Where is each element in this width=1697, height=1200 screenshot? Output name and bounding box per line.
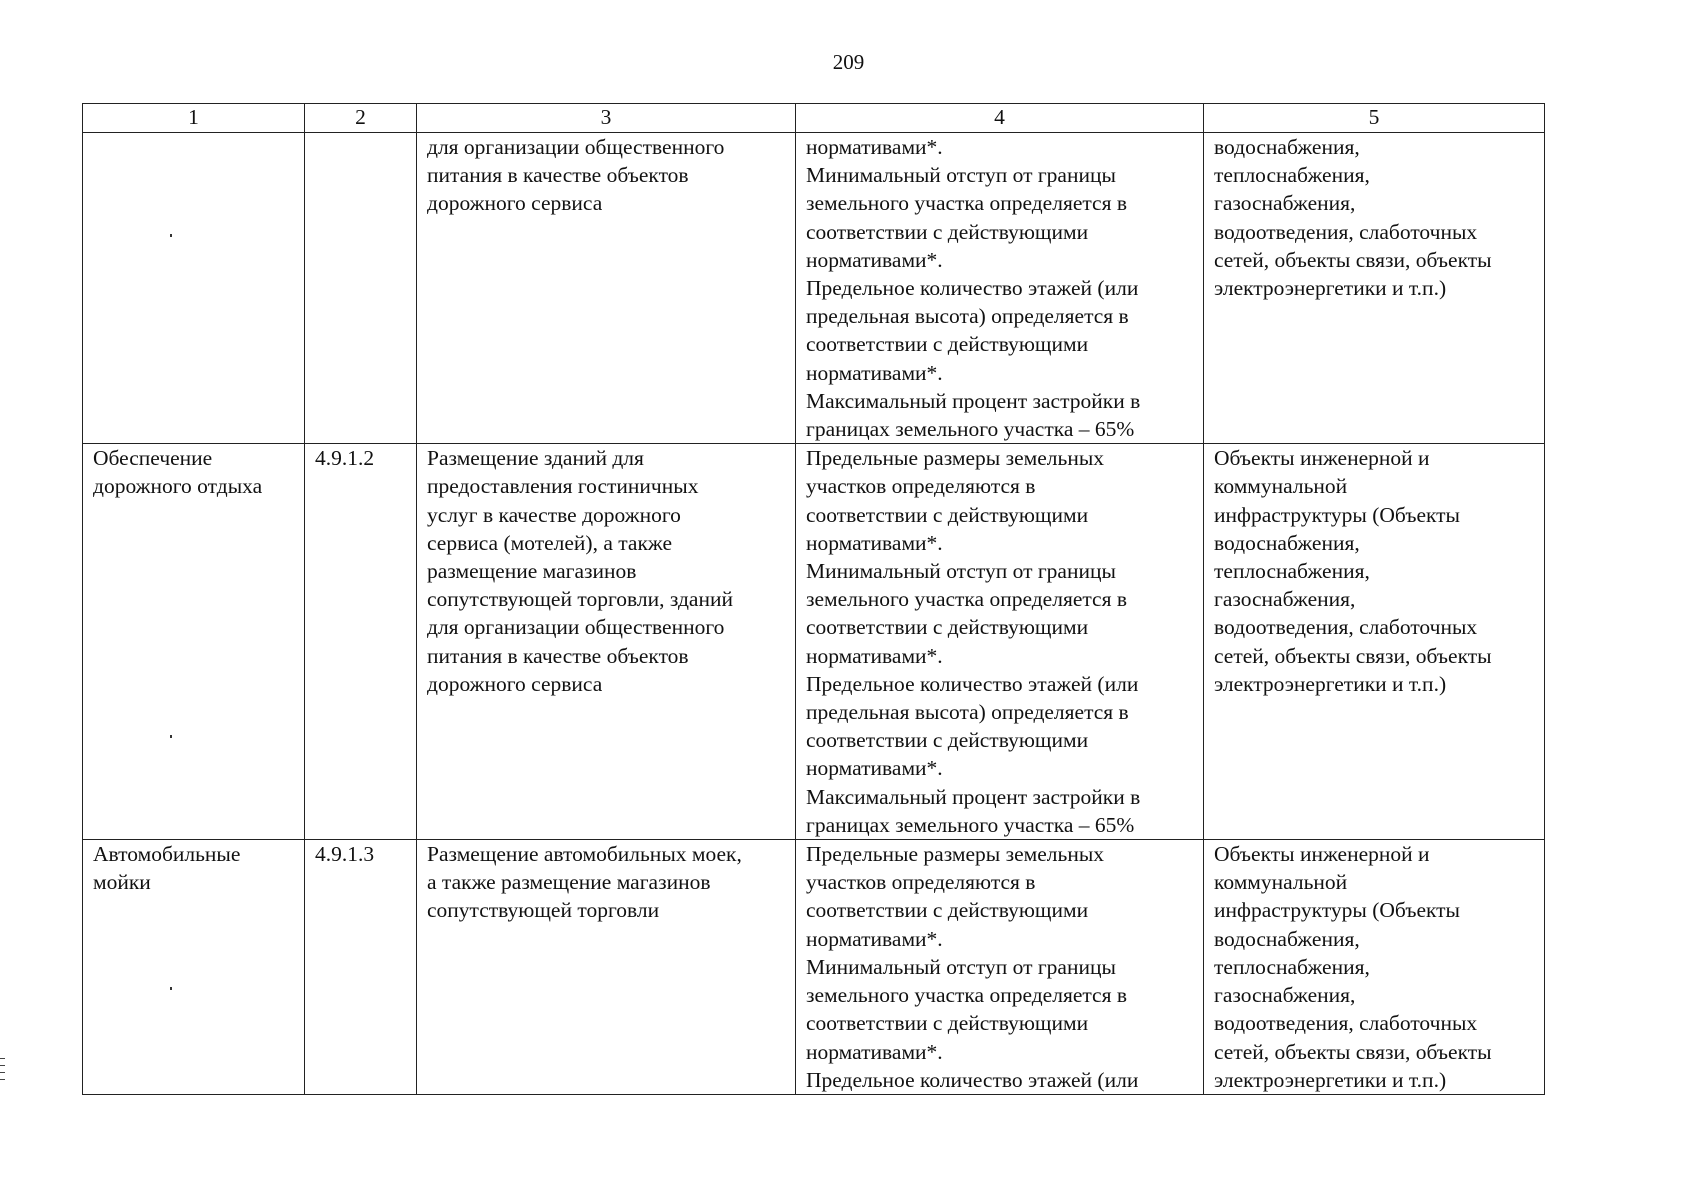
- cell-line: инфраструктуры (Объекты: [1214, 898, 1461, 923]
- cell-line: предельная высота) определяется в: [806, 304, 1129, 329]
- cell-line: водоотведения, слаботочных: [1214, 1011, 1478, 1036]
- cell-line: земельного участка определяется в: [806, 191, 1127, 216]
- cell-line: сервиса (мотелей), а также: [427, 530, 673, 555]
- scan-speck: [170, 987, 172, 990]
- cell-line: дорожного сервиса: [427, 191, 603, 216]
- column-header-3: 3: [417, 104, 796, 133]
- column-header-2: 2: [305, 104, 417, 133]
- column-header-4: 4: [796, 104, 1204, 133]
- cell-line: водоотведения, слаботочных: [1214, 219, 1478, 244]
- column-header-1: 1: [83, 104, 305, 133]
- cell-line: газоснабжения,: [1214, 983, 1356, 1008]
- cell-line: границах земельного участка – 65%: [806, 417, 1135, 442]
- cell-line: мойки: [93, 870, 151, 895]
- cell-line: газоснабжения,: [1214, 587, 1356, 612]
- page-number: 209: [832, 50, 865, 74]
- cell-line: услуг в качестве дорожного: [427, 502, 681, 527]
- cell-line: водоснабжения,: [1214, 926, 1360, 951]
- cell-line: водоснабжения,: [1214, 530, 1360, 555]
- cell-line: земельного участка определяется в: [806, 983, 1127, 1008]
- cell-line: электроэнергетики и т.п.): [1214, 276, 1447, 301]
- use-name-cell: [83, 840, 305, 1095]
- cell-line: Минимальный отступ от границы: [806, 954, 1116, 979]
- cell-line: Размещение автомобильных моек,: [427, 842, 742, 867]
- cell-line: коммунальной: [1214, 870, 1348, 895]
- use-description-cell: [417, 133, 796, 444]
- parameters-cell: [796, 133, 1204, 444]
- table-row: [83, 444, 1545, 840]
- scan-margin-marks: [0, 1058, 6, 1090]
- cell-line: для организации общественного: [427, 615, 725, 640]
- cell-line: сетей, объекты связи, объекты: [1214, 1039, 1492, 1064]
- cell-line: Минимальный отступ от границы: [806, 163, 1116, 188]
- table-body: [83, 133, 1545, 1095]
- cell-line: нормативами*.: [806, 643, 943, 668]
- cell-line: Размещение зданий для: [427, 446, 644, 471]
- cell-line: нормативами*.: [806, 756, 943, 781]
- cell-line: Объекты инженерной и: [1214, 446, 1430, 471]
- use-description-cell: [417, 444, 796, 840]
- cell-line: границах земельного участка – 65%: [806, 812, 1135, 837]
- cell-line: соответствии с действующими: [806, 615, 1089, 640]
- use-name-cell: [83, 133, 305, 444]
- cell-line: а также размещение магазинов: [427, 870, 711, 895]
- cell-line: Автомобильные: [93, 842, 241, 867]
- use-code-cell: [305, 133, 417, 444]
- table-header-row: [83, 104, 1545, 133]
- cell-line: нормативами*.: [806, 135, 943, 159]
- cell-line: инфраструктуры (Объекты: [1214, 502, 1461, 527]
- cell-line: нормативами*.: [806, 247, 943, 272]
- cell-line: Объекты инженерной и: [1214, 842, 1430, 867]
- cell-line: соответствии с действующими: [806, 502, 1089, 527]
- cell-line: соответствии с действующими: [806, 1011, 1089, 1036]
- cell-line: коммунальной: [1214, 474, 1348, 499]
- cell-line: предоставления гостиничных: [427, 474, 699, 499]
- cell-line: соответствии с действующими: [806, 332, 1089, 357]
- cell-line: Предельные размеры земельных: [806, 446, 1105, 471]
- cell-line: Максимальный процент застройки в: [806, 388, 1141, 413]
- cell-line: питания в качестве объектов: [427, 163, 689, 188]
- zoning-table: [82, 103, 1545, 1095]
- cell-line: электроэнергетики и т.п.): [1214, 671, 1447, 696]
- cell-line: газоснабжения,: [1214, 191, 1356, 216]
- cell-line: дорожного отдыха: [93, 474, 263, 499]
- cell-line: участков определяются в: [806, 474, 1036, 499]
- table-row: [83, 133, 1545, 444]
- use-name-cell: [83, 444, 305, 840]
- cell-line: водоотведения, слаботочных: [1214, 615, 1478, 640]
- auxiliary-uses-cell: [1204, 133, 1545, 444]
- cell-line: Предельное количество этажей (или: [806, 276, 1139, 301]
- column-header-5: 5: [1204, 104, 1545, 133]
- cell-line: сопутствующей торговли: [427, 898, 660, 923]
- cell-line: сетей, объекты связи, объекты: [1214, 643, 1492, 668]
- cell-line: размещение магазинов: [427, 559, 637, 584]
- cell-line: нормативами*.: [806, 1039, 943, 1064]
- cell-line: сетей, объекты связи, объекты: [1214, 247, 1492, 272]
- cell-line: питания в качестве объектов: [427, 643, 689, 668]
- auxiliary-uses-cell: [1204, 444, 1545, 840]
- cell-line: Предельные размеры земельных: [806, 842, 1105, 867]
- use-code-cell: [305, 840, 417, 1095]
- cell-line: соответствии с действующими: [806, 219, 1089, 244]
- scan-speck: [170, 234, 172, 237]
- cell-line: 4.9.1.3: [315, 842, 375, 867]
- cell-line: электроэнергетики и т.п.): [1214, 1067, 1447, 1092]
- cell-line: сопутствующей торговли, зданий: [427, 587, 733, 612]
- cell-line: нормативами*.: [806, 530, 943, 555]
- cell-line: соответствии с действующими: [806, 898, 1089, 923]
- cell-line: предельная высота) определяется в: [806, 700, 1129, 725]
- cell-line: дорожного сервиса: [427, 671, 603, 696]
- parameters-cell: [796, 840, 1204, 1095]
- use-description-cell: [417, 840, 796, 1095]
- cell-line: Максимальный процент застройки в: [806, 784, 1141, 809]
- cell-line: теплоснабжения,: [1214, 954, 1370, 979]
- table-row: [83, 840, 1545, 1095]
- cell-line: Минимальный отступ от границы: [806, 559, 1116, 584]
- cell-line: водоснабжения,: [1214, 135, 1360, 159]
- parameters-cell: [796, 444, 1204, 840]
- cell-line: Предельное количество этажей (или: [806, 1067, 1139, 1092]
- scan-speck: [170, 735, 172, 738]
- cell-line: соответствии с действующими: [806, 728, 1089, 753]
- cell-line: участков определяются в: [806, 870, 1036, 895]
- cell-line: теплоснабжения,: [1214, 163, 1370, 188]
- auxiliary-uses-cell: [1204, 840, 1545, 1095]
- cell-line: земельного участка определяется в: [806, 587, 1127, 612]
- cell-line: нормативами*.: [806, 926, 943, 951]
- cell-line: Предельное количество этажей (или: [806, 671, 1139, 696]
- cell-line: Обеспечение: [93, 446, 213, 471]
- cell-line: теплоснабжения,: [1214, 559, 1370, 584]
- cell-line: нормативами*.: [806, 360, 943, 385]
- cell-line: для организации общественного: [427, 135, 725, 159]
- use-code-cell: [305, 444, 417, 840]
- cell-line: 4.9.1.2: [315, 446, 375, 471]
